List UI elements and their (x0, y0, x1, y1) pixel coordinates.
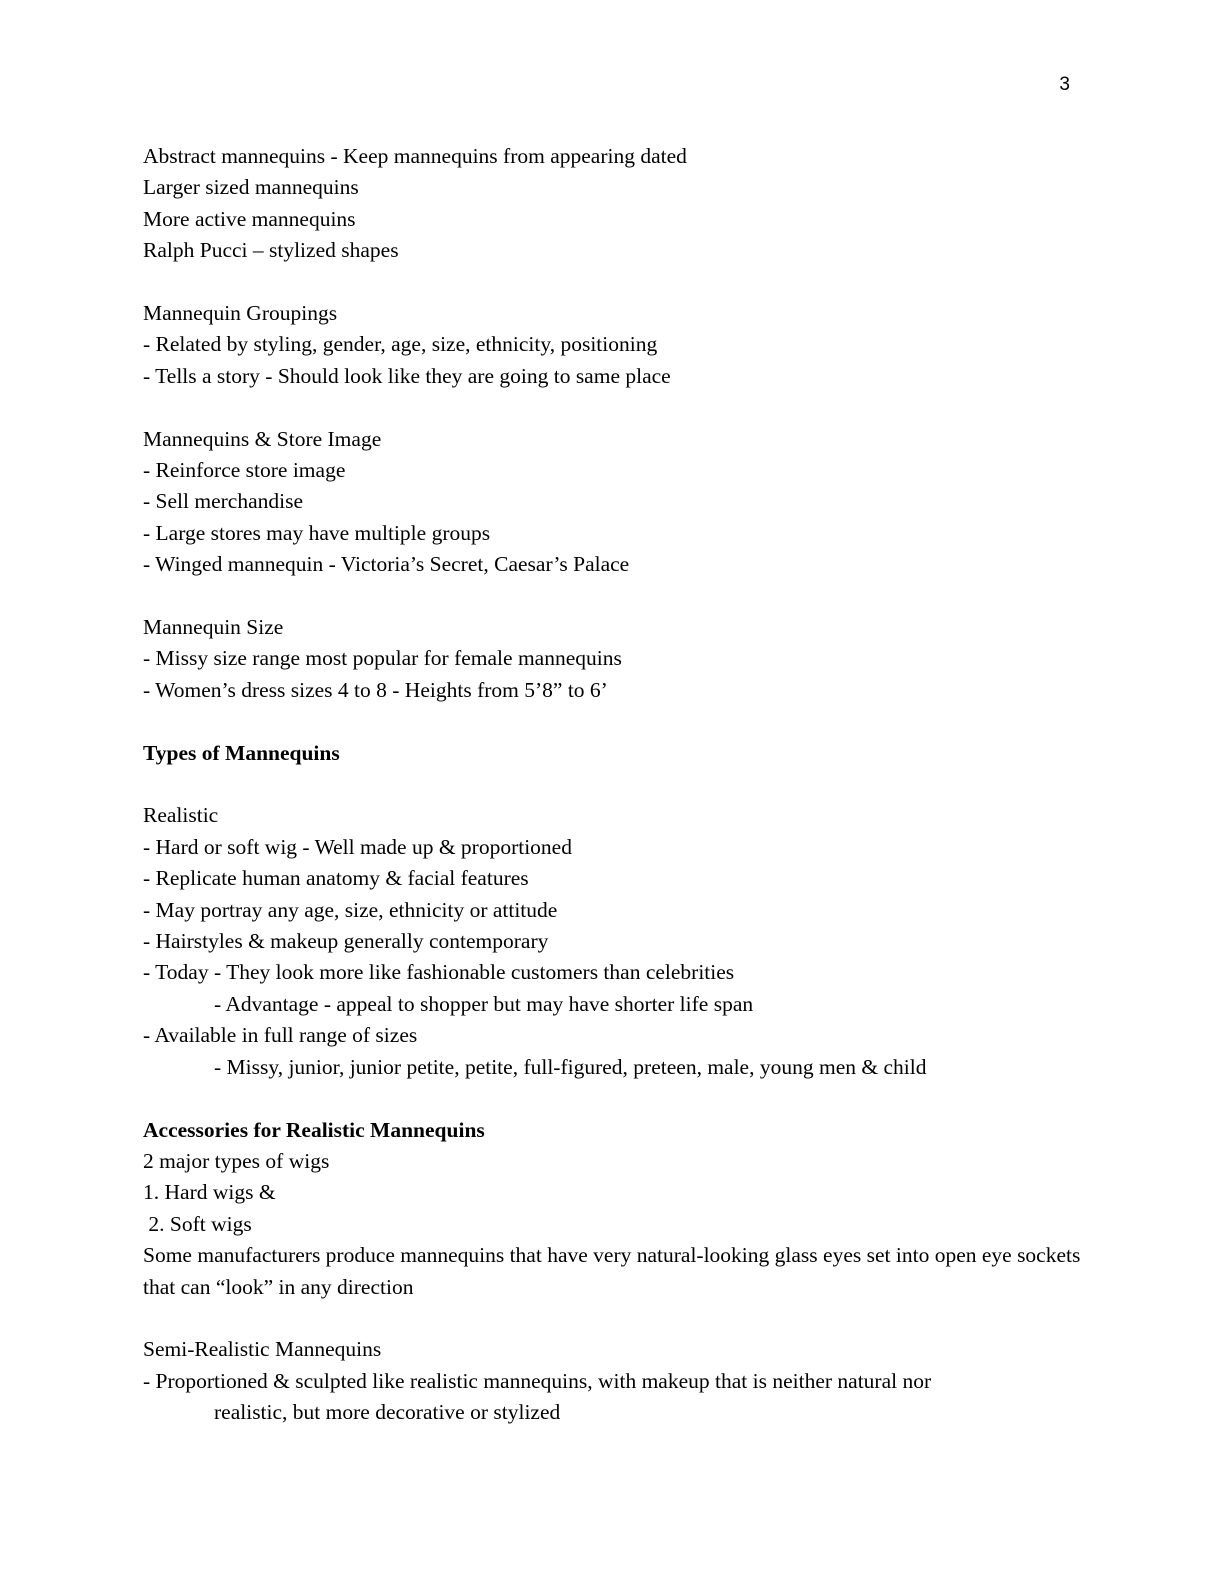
semi-realistic-title: Semi-Realistic Mannequins (143, 1337, 382, 1362)
store-image-item: - Reinforce store image (143, 458, 346, 483)
realistic-item: - Replicate human anatomy & facial features (143, 866, 529, 891)
size-title: Mannequin Size (143, 615, 284, 640)
groupings-item: - Related by styling, gender, age, size, ethnicity, positioning (143, 332, 658, 357)
spacer (143, 1083, 1083, 1114)
types-heading: Types of Mannequins (143, 740, 340, 765)
spacer (143, 392, 1083, 423)
intro-line-pucci: Ralph Pucci – stylized shapes (143, 238, 399, 263)
store-image-title: Mannequins & Store Image (143, 426, 382, 451)
groupings-title: Mannequin Groupings (143, 301, 338, 326)
spacer (143, 267, 1083, 298)
store-image-item: - Winged mannequin - Victoria’s Secret, Caesar’s Palace (143, 552, 630, 577)
semi-realistic-item-cont: realistic, but more decorative or stylized (214, 1400, 561, 1425)
semi-realistic-item (143, 1366, 1083, 1429)
store-image-item: - Large stores may have multiple groups (143, 520, 491, 545)
intro-line-larger: Larger sized mannequins (143, 175, 359, 200)
realistic-item: - Today - They look more like fashionable customers than celebrities (143, 960, 735, 985)
realistic-item: - May portray any age, size, ethnicity or attitude (143, 897, 558, 922)
realistic-title: Realistic (143, 803, 219, 828)
size-item: - Women’s dress sizes 4 to 8 - Heights from 5’8” to 6’ (143, 677, 608, 702)
realistic-item: - Hard or soft wig - Well made up & proportioned (143, 834, 572, 859)
accessories-paragraph: Some manufacturers produce mannequins that have very natural-looking glass eyes set into open eye sockets that can “look” in any direction (143, 1243, 1081, 1299)
intro-line-active: More active mannequins (143, 206, 356, 231)
spacer (143, 581, 1083, 612)
realistic-sub-sizes: - Missy, junior, junior petite, petite, full-figured, preteen, male, young men & child (214, 1054, 927, 1079)
intro-line-abstract: Abstract mannequins - Keep mannequins from appearing dated (143, 144, 687, 168)
realistic-sizes-item: - Available in full range of sizes (143, 1023, 418, 1048)
spacer (143, 706, 1083, 737)
store-image-item: - Sell merchandise (143, 489, 304, 514)
document-body (143, 141, 1083, 1429)
accessories-line: 2. Soft wigs (143, 1211, 252, 1236)
spacer (143, 769, 1083, 800)
accessories-line: 1. Hard wigs & (143, 1180, 276, 1205)
realistic-sub-advantage: - Advantage - appeal to shopper but may have shorter life span (214, 991, 754, 1016)
page-number: 3 (1059, 74, 1070, 95)
realistic-item: - Hairstyles & makeup generally contemporary (143, 929, 549, 954)
accessories-line: 2 major types of wigs (143, 1148, 330, 1173)
accessories-heading: Accessories for Realistic Mannequins (143, 1117, 485, 1142)
groupings-item: - Tells a story - Should look like they are going to same place (143, 363, 671, 388)
spacer (143, 1303, 1083, 1334)
semi-realistic-item-first: - Proportioned & sculpted like realistic mannequins, with makeup that is neither natural nor (143, 1368, 932, 1393)
size-item: - Missy size range most popular for female mannequins (143, 646, 622, 671)
